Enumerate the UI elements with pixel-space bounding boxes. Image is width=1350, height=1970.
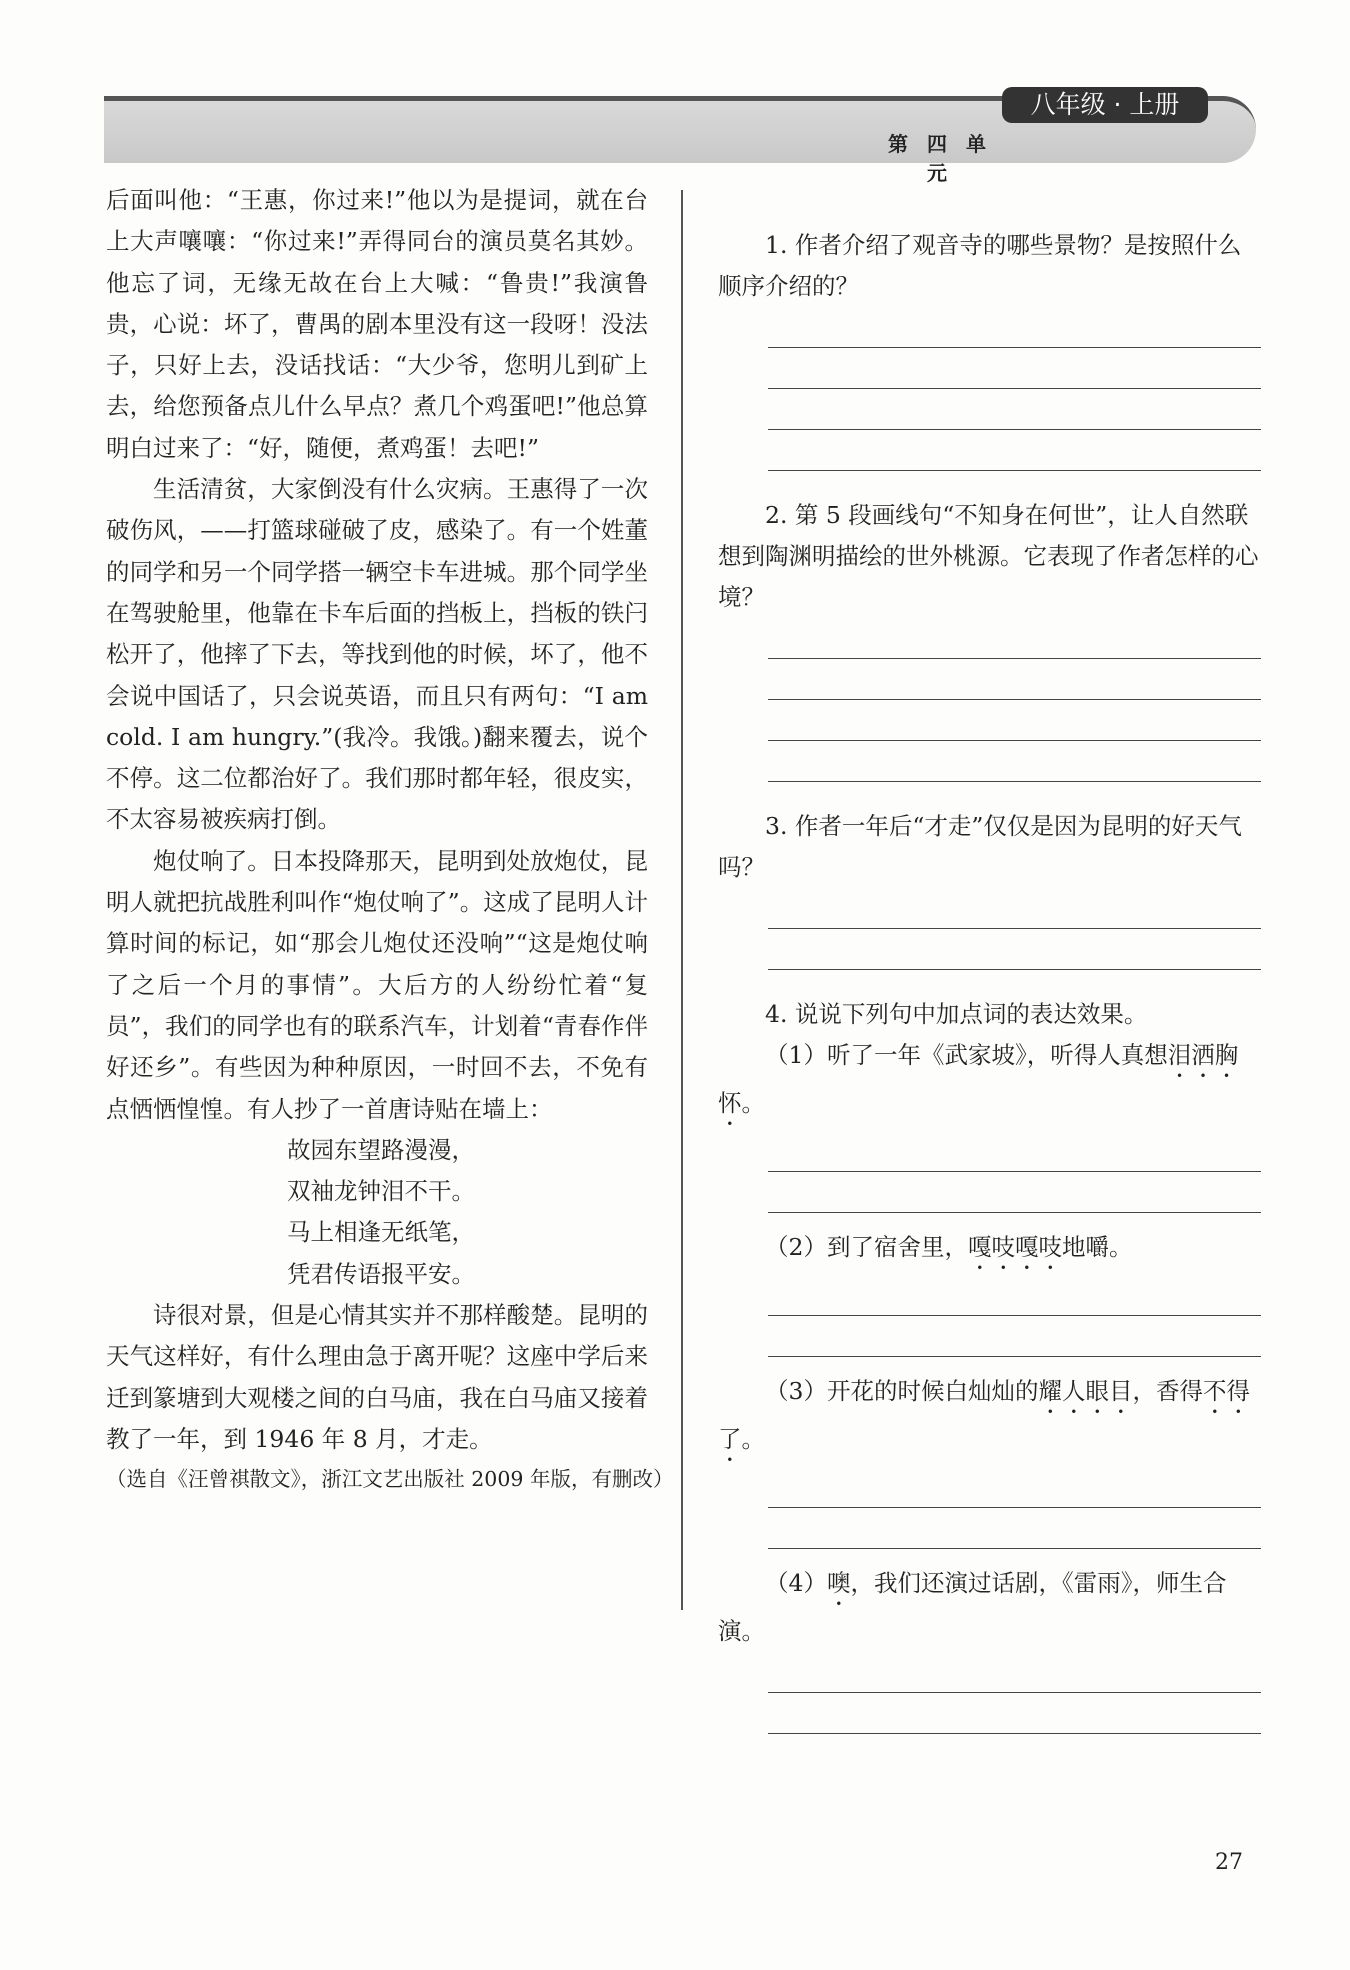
- emphasized-words: 不得了: [718, 1377, 1250, 1453]
- answer-lines-4-2[interactable]: [768, 1275, 1261, 1357]
- passage-closing: 诗很对景，但是心情其实并不那样酸楚。昆明的天气这样好，有什么理由急于离开呢？这座中学后来迁到篆塘到大观楼之间的白马庙，我在白马庙又接着教了一年，到 1946 年 8 月，才走。: [106, 1301, 648, 1453]
- question-2: 2. 第 5 段画线句“不知身在何世”，让人自然联想到陶渊明描绘的世外桃源。它表现了作者怎样的心境？: [718, 501, 1259, 611]
- answer-lines-3[interactable]: [768, 888, 1261, 970]
- answer-lines-4-4[interactable]: [768, 1652, 1261, 1734]
- passage-paragraph-3: 炮仗响了。日本投降那天，昆明到处放炮仗，昆明人就把抗战胜利叫作“炮仗响了”。这成了昆明人计算时间的标记，如“那会儿炮仗还没响”“这是炮仗响了之后一个月的事情”。大后方的人纷纷忙着“复员”，我们的同学也有的联系汽车，计划着“青春作伴好还乡”。有些因为种种原因，一时回不去，不免有点恓恓惶惶。有人抄了一首唐诗贴在墙上：: [106, 846, 648, 1123]
- question-1: 1. 作者介绍了观音寺的哪些景物？是按照什么顺序介绍的？: [718, 231, 1242, 300]
- poem-line: 双袖龙钟泪不干。: [287, 1177, 475, 1206]
- emphasized-words: 噢: [826, 1569, 851, 1597]
- question-4: 4. 说说下列句中加点词的表达效果。: [765, 1000, 1148, 1028]
- unit-title: 第 四 单 元: [888, 132, 992, 185]
- passage-paragraph-1: 后面叫他：“王惠，你过来!”他以为是提词，就在台上大声嚷嚷：“你过来!”弄得同台的演员莫名其妙。他忘了词，无缘无故在台上大喊：“鲁贵!”我演鲁贵，心说：坏了，曹禺的剧本里没有这一段呀！没法子，只好上去，没话找话：“大少爷，您明儿到矿上去，给您预备点儿什么早点？煮几个鸡蛋吧!”他总算明白过来了：“好，随便，煮鸡蛋！去吧!”: [106, 186, 648, 462]
- answer-lines-4-3[interactable]: [768, 1467, 1261, 1549]
- answer-lines-1[interactable]: [768, 307, 1261, 471]
- questions-column: [718, 225, 1261, 1734]
- poem-line: 凭君传语报平安。: [287, 1259, 475, 1288]
- page-number: 27: [1215, 1850, 1243, 1875]
- emphasized-words: 泪洒胸怀: [718, 1041, 1239, 1117]
- answer-lines-2[interactable]: [768, 618, 1261, 782]
- passage-paragraph-2: 生活清贫，大家倒没有什么灾病。王惠得了一次破伤风，——打篮球碰破了皮，感染了。有一个姓董的同学和另一个同学搭一辆空卡车进城。那个同学坐在驾驶舱里，他靠在卡车后面的挡板上，挡板的铁闩松开了，他摔了下去，等找到他的时候，坏了，他不会说中国话了，只会说英语，而且只有两句：“I am cold. I am hungry.”(我冷。我饿。)翻来覆去，说个不停。这二位都治好了。我们那时都年轻，很皮实，不太容易被疾病打倒。: [106, 475, 648, 834]
- answer-lines-4-1[interactable]: [768, 1131, 1261, 1213]
- reading-passage: [106, 180, 674, 1498]
- poem: [106, 1130, 648, 1295]
- emphasized-words: 耀人眼目: [1038, 1377, 1133, 1405]
- column-divider: [681, 190, 683, 1610]
- poem-line: 故园东望路漫漫，: [287, 1135, 475, 1164]
- sub-question-4: （4）噢，我们还演过话剧，《雷雨》，师生合演。: [718, 1569, 1227, 1645]
- source-citation: （选自《汪曾祺散文》，浙江文艺出版社 2009 年版，有删改）: [106, 1467, 674, 1492]
- poem-line: 马上相逢无纸笔，: [287, 1218, 475, 1247]
- grade-tag: 八年级 · 上册: [1002, 87, 1208, 123]
- sub-question-3: （3）开花的时候白灿灿的耀人眼目，香得不得了。: [718, 1377, 1250, 1453]
- sub-question-2: （2）到了宿舍里，嘎吱嘎吱地嚼。: [765, 1233, 1133, 1261]
- sub-question-1: （1）听了一年《武家坡》，听得人真想泪洒胸怀。: [718, 1041, 1239, 1117]
- emphasized-words: 嘎吱嘎吱: [967, 1233, 1062, 1261]
- question-3: 3. 作者一年后“才走”仅仅是因为昆明的好天气吗？: [718, 812, 1242, 881]
